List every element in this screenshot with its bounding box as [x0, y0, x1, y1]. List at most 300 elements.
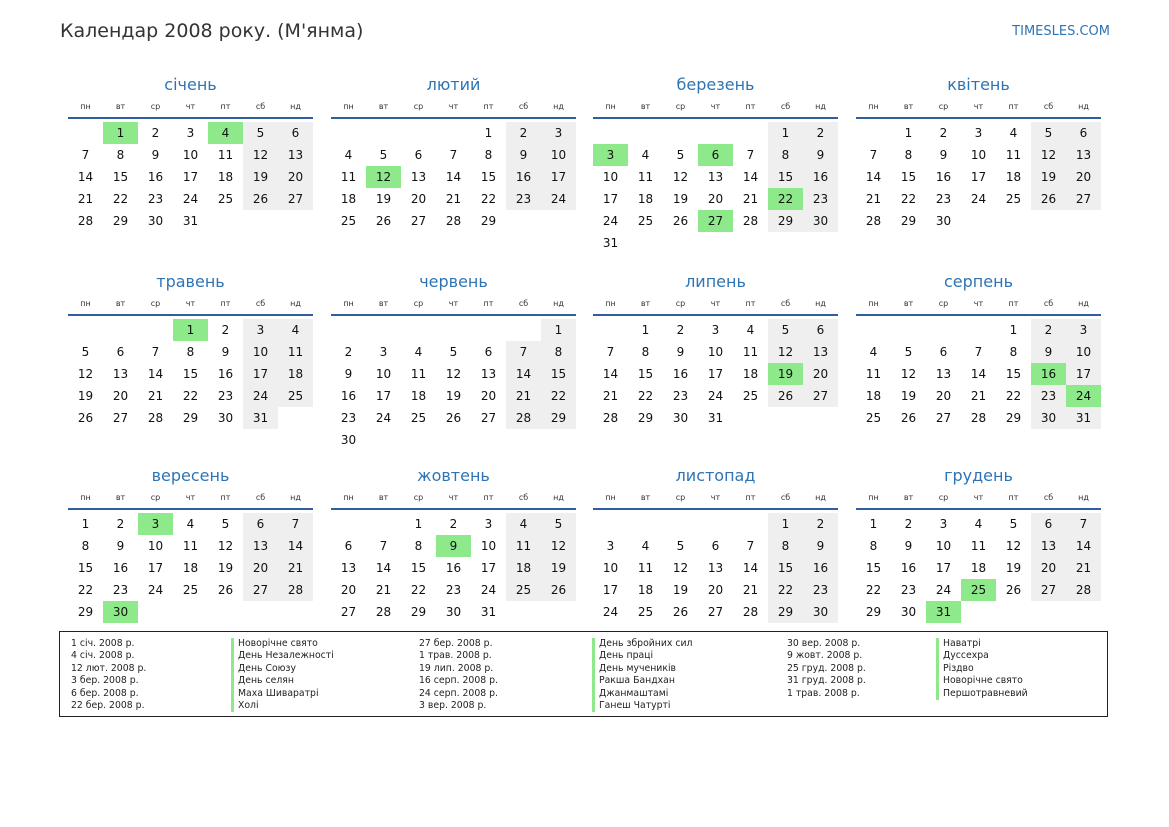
day-cell[interactable]: 8: [768, 144, 803, 166]
day-cell[interactable]: 23: [112, 583, 129, 597]
day-cell[interactable]: 29: [768, 601, 803, 623]
holiday-day-cell[interactable]: 4: [208, 122, 243, 144]
day-cell[interactable]: 23: [506, 188, 541, 210]
day-cell[interactable]: 17: [480, 561, 497, 575]
day-cell[interactable]: 1: [869, 517, 878, 531]
day-cell[interactable]: 8: [484, 148, 493, 162]
day-cell[interactable]: 11: [1005, 148, 1022, 162]
day-cell[interactable]: 24: [375, 411, 392, 425]
day-cell[interactable]: 10: [970, 148, 987, 162]
day-cell[interactable]: 21: [865, 192, 882, 206]
day-cell[interactable]: 17: [147, 561, 164, 575]
day-cell[interactable]: 15: [768, 557, 803, 579]
day-cell[interactable]: 29: [1005, 411, 1022, 425]
day-cell[interactable]: 25: [217, 192, 234, 206]
day-cell[interactable]: 4: [344, 148, 353, 162]
day-cell[interactable]: 28: [77, 214, 94, 228]
day-cell[interactable]: 12: [768, 341, 803, 363]
day-cell[interactable]: 19: [1031, 166, 1066, 188]
day-cell[interactable]: 15: [900, 170, 917, 184]
day-cell[interactable]: 29: [637, 411, 654, 425]
day-cell[interactable]: 18: [217, 170, 234, 184]
day-cell[interactable]: 16: [217, 367, 234, 381]
day-cell[interactable]: 20: [112, 389, 129, 403]
day-cell[interactable]: 18: [742, 367, 759, 381]
day-cell[interactable]: 10: [935, 539, 952, 553]
holiday-day-cell[interactable]: 6: [698, 144, 733, 166]
day-cell[interactable]: 19: [900, 389, 917, 403]
day-cell[interactable]: 5: [81, 345, 90, 359]
day-cell[interactable]: 11: [278, 341, 313, 363]
day-cell[interactable]: 25: [1005, 192, 1022, 206]
day-cell[interactable]: 6: [243, 513, 278, 535]
day-cell[interactable]: 13: [803, 341, 838, 363]
day-cell[interactable]: 16: [803, 166, 838, 188]
day-cell[interactable]: 22: [480, 192, 497, 206]
day-cell[interactable]: 11: [742, 345, 759, 359]
day-cell[interactable]: 25: [637, 214, 654, 228]
day-cell[interactable]: 21: [970, 389, 987, 403]
day-cell[interactable]: 20: [803, 363, 838, 385]
day-cell[interactable]: 9: [221, 345, 230, 359]
day-cell[interactable]: 4: [414, 345, 423, 359]
day-cell[interactable]: 28: [602, 411, 619, 425]
day-cell[interactable]: 17: [182, 170, 199, 184]
day-cell[interactable]: 28: [742, 605, 759, 619]
day-cell[interactable]: 5: [221, 517, 230, 531]
day-cell[interactable]: 11: [637, 561, 654, 575]
day-cell[interactable]: 10: [147, 539, 164, 553]
day-cell[interactable]: 24: [970, 192, 987, 206]
day-cell[interactable]: 13: [243, 535, 278, 557]
day-cell[interactable]: 12: [1031, 144, 1066, 166]
day-cell[interactable]: 5: [243, 122, 278, 144]
day-cell[interactable]: 28: [278, 579, 313, 601]
day-cell[interactable]: 23: [217, 389, 234, 403]
day-cell[interactable]: 9: [803, 535, 838, 557]
day-cell[interactable]: 27: [1066, 188, 1101, 210]
day-cell[interactable]: 23: [803, 188, 838, 210]
day-cell[interactable]: 10: [707, 345, 724, 359]
day-cell[interactable]: 9: [803, 144, 838, 166]
day-cell[interactable]: 24: [935, 583, 952, 597]
day-cell[interactable]: 9: [116, 539, 125, 553]
day-cell[interactable]: 15: [182, 367, 199, 381]
day-cell[interactable]: 27: [707, 605, 724, 619]
day-cell[interactable]: 17: [602, 192, 619, 206]
day-cell[interactable]: 23: [935, 192, 952, 206]
day-cell[interactable]: 7: [449, 148, 458, 162]
day-cell[interactable]: 14: [278, 535, 313, 557]
day-cell[interactable]: 26: [541, 579, 576, 601]
day-cell[interactable]: 25: [865, 411, 882, 425]
holiday-day-cell[interactable]: 12: [366, 166, 401, 188]
day-cell[interactable]: 30: [672, 411, 689, 425]
site-link[interactable]: TIMESLES.COM: [1012, 24, 1110, 39]
day-cell[interactable]: 17: [1066, 363, 1101, 385]
day-cell[interactable]: 25: [182, 583, 199, 597]
day-cell[interactable]: 21: [278, 557, 313, 579]
day-cell[interactable]: 24: [602, 605, 619, 619]
day-cell[interactable]: 18: [637, 192, 654, 206]
day-cell[interactable]: 6: [344, 539, 353, 553]
holiday-day-cell[interactable]: 3: [138, 513, 173, 535]
day-cell[interactable]: 28: [970, 411, 987, 425]
day-cell[interactable]: 10: [375, 367, 392, 381]
day-cell[interactable]: 8: [81, 539, 90, 553]
day-cell[interactable]: 19: [672, 583, 689, 597]
day-cell[interactable]: 8: [869, 539, 878, 553]
day-cell[interactable]: 11: [340, 170, 357, 184]
day-cell[interactable]: 14: [506, 363, 541, 385]
holiday-day-cell[interactable]: 30: [103, 601, 138, 623]
holiday-day-cell[interactable]: 31: [926, 601, 961, 623]
day-cell[interactable]: 25: [340, 214, 357, 228]
day-cell[interactable]: 18: [182, 561, 199, 575]
day-cell[interactable]: 26: [217, 583, 234, 597]
day-cell[interactable]: 29: [410, 605, 427, 619]
day-cell[interactable]: 7: [869, 148, 878, 162]
day-cell[interactable]: 25: [278, 385, 313, 407]
day-cell[interactable]: 15: [112, 170, 129, 184]
day-cell[interactable]: 14: [375, 561, 392, 575]
day-cell[interactable]: 15: [1005, 367, 1022, 381]
day-cell[interactable]: 22: [77, 583, 94, 597]
day-cell[interactable]: 3: [974, 126, 983, 140]
day-cell[interactable]: 18: [340, 192, 357, 206]
day-cell[interactable]: 5: [676, 148, 685, 162]
day-cell[interactable]: 12: [672, 170, 689, 184]
day-cell[interactable]: 13: [707, 561, 724, 575]
day-cell[interactable]: 20: [707, 583, 724, 597]
day-cell[interactable]: 18: [410, 389, 427, 403]
day-cell[interactable]: 13: [935, 367, 952, 381]
day-cell[interactable]: 30: [445, 605, 462, 619]
day-cell[interactable]: 12: [672, 561, 689, 575]
day-cell[interactable]: 22: [900, 192, 917, 206]
day-cell[interactable]: 3: [243, 319, 278, 341]
day-cell[interactable]: 30: [217, 411, 234, 425]
day-cell[interactable]: 13: [410, 170, 427, 184]
day-cell[interactable]: 9: [151, 148, 160, 162]
day-cell[interactable]: 19: [77, 389, 94, 403]
day-cell[interactable]: 23: [803, 579, 838, 601]
holiday-day-cell[interactable]: 24: [1066, 385, 1101, 407]
day-cell[interactable]: 8: [186, 345, 195, 359]
day-cell[interactable]: 28: [865, 214, 882, 228]
day-cell[interactable]: 13: [707, 170, 724, 184]
day-cell[interactable]: 18: [970, 561, 987, 575]
holiday-day-cell[interactable]: 9: [436, 535, 471, 557]
day-cell[interactable]: 17: [970, 170, 987, 184]
day-cell[interactable]: 12: [243, 144, 278, 166]
day-cell[interactable]: 6: [278, 122, 313, 144]
day-cell[interactable]: 4: [641, 539, 650, 553]
day-cell[interactable]: 5: [379, 148, 388, 162]
day-cell[interactable]: 25: [742, 389, 759, 403]
day-cell[interactable]: 24: [480, 583, 497, 597]
day-cell[interactable]: 9: [344, 367, 353, 381]
day-cell[interactable]: 26: [1005, 583, 1022, 597]
day-cell[interactable]: 31: [182, 214, 199, 228]
day-cell[interactable]: 7: [746, 539, 755, 553]
day-cell[interactable]: 7: [278, 513, 313, 535]
day-cell[interactable]: 16: [803, 557, 838, 579]
holiday-day-cell[interactable]: 1: [103, 122, 138, 144]
day-cell[interactable]: 2: [904, 517, 913, 531]
day-cell[interactable]: 22: [112, 192, 129, 206]
day-cell[interactable]: 18: [506, 557, 541, 579]
day-cell[interactable]: 6: [803, 319, 838, 341]
day-cell[interactable]: 1: [1009, 323, 1018, 337]
day-cell[interactable]: 14: [970, 367, 987, 381]
day-cell[interactable]: 5: [541, 513, 576, 535]
day-cell[interactable]: 2: [676, 323, 685, 337]
day-cell[interactable]: 7: [379, 539, 388, 553]
day-cell[interactable]: 17: [935, 561, 952, 575]
day-cell[interactable]: 22: [410, 583, 427, 597]
day-cell[interactable]: 20: [243, 557, 278, 579]
day-cell[interactable]: 26: [445, 411, 462, 425]
day-cell[interactable]: 31: [1066, 407, 1101, 429]
day-cell[interactable]: 26: [768, 385, 803, 407]
day-cell[interactable]: 29: [77, 605, 94, 619]
day-cell[interactable]: 20: [278, 166, 313, 188]
day-cell[interactable]: 6: [1031, 513, 1066, 535]
day-cell[interactable]: 16: [340, 389, 357, 403]
day-cell[interactable]: 18: [637, 583, 654, 597]
day-cell[interactable]: 10: [480, 539, 497, 553]
day-cell[interactable]: 1: [904, 126, 913, 140]
day-cell[interactable]: 16: [445, 561, 462, 575]
day-cell[interactable]: 14: [742, 170, 759, 184]
holiday-day-cell[interactable]: 3: [593, 144, 628, 166]
day-cell[interactable]: 10: [602, 561, 619, 575]
day-cell[interactable]: 29: [768, 210, 803, 232]
day-cell[interactable]: 7: [506, 341, 541, 363]
day-cell[interactable]: 8: [116, 148, 125, 162]
day-cell[interactable]: 20: [340, 583, 357, 597]
day-cell[interactable]: 17: [707, 367, 724, 381]
day-cell[interactable]: 16: [672, 367, 689, 381]
day-cell[interactable]: 14: [1066, 535, 1101, 557]
day-cell[interactable]: 12: [445, 367, 462, 381]
day-cell[interactable]: 18: [865, 389, 882, 403]
day-cell[interactable]: 31: [480, 605, 497, 619]
day-cell[interactable]: 26: [900, 411, 917, 425]
day-cell[interactable]: 17: [243, 363, 278, 385]
day-cell[interactable]: 27: [340, 605, 357, 619]
day-cell[interactable]: 12: [1005, 539, 1022, 553]
day-cell[interactable]: 6: [1066, 122, 1101, 144]
day-cell[interactable]: 1: [541, 319, 576, 341]
day-cell[interactable]: 4: [641, 148, 650, 162]
day-cell[interactable]: 4: [869, 345, 878, 359]
day-cell[interactable]: 12: [900, 367, 917, 381]
day-cell[interactable]: 28: [742, 214, 759, 228]
day-cell[interactable]: 15: [768, 166, 803, 188]
day-cell[interactable]: 2: [803, 513, 838, 535]
day-cell[interactable]: 13: [278, 144, 313, 166]
day-cell[interactable]: 30: [900, 605, 917, 619]
day-cell[interactable]: 21: [742, 192, 759, 206]
day-cell[interactable]: 8: [541, 341, 576, 363]
day-cell[interactable]: 3: [939, 517, 948, 531]
day-cell[interactable]: 26: [672, 214, 689, 228]
day-cell[interactable]: 22: [865, 583, 882, 597]
day-cell[interactable]: 16: [900, 561, 917, 575]
day-cell[interactable]: 10: [182, 148, 199, 162]
day-cell[interactable]: 6: [939, 345, 948, 359]
day-cell[interactable]: 4: [1009, 126, 1018, 140]
day-cell[interactable]: 28: [375, 605, 392, 619]
day-cell[interactable]: 24: [182, 192, 199, 206]
day-cell[interactable]: 3: [186, 126, 195, 140]
day-cell[interactable]: 22: [182, 389, 199, 403]
day-cell[interactable]: 12: [217, 539, 234, 553]
day-cell[interactable]: 7: [974, 345, 983, 359]
day-cell[interactable]: 14: [445, 170, 462, 184]
day-cell[interactable]: 26: [672, 605, 689, 619]
day-cell[interactable]: 26: [1031, 188, 1066, 210]
day-cell[interactable]: 27: [278, 188, 313, 210]
day-cell[interactable]: 8: [1009, 345, 1018, 359]
day-cell[interactable]: 29: [182, 411, 199, 425]
day-cell[interactable]: 24: [707, 389, 724, 403]
day-cell[interactable]: 3: [484, 517, 493, 531]
day-cell[interactable]: 14: [742, 561, 759, 575]
day-cell[interactable]: 4: [186, 517, 195, 531]
day-cell[interactable]: 13: [340, 561, 357, 575]
day-cell[interactable]: 13: [1066, 144, 1101, 166]
day-cell[interactable]: 29: [112, 214, 129, 228]
day-cell[interactable]: 31: [243, 407, 278, 429]
day-cell[interactable]: 7: [151, 345, 160, 359]
day-cell[interactable]: 6: [116, 345, 125, 359]
day-cell[interactable]: 30: [340, 433, 357, 447]
day-cell[interactable]: 3: [606, 539, 615, 553]
day-cell[interactable]: 30: [803, 601, 838, 623]
day-cell[interactable]: 31: [707, 411, 724, 425]
day-cell[interactable]: 10: [541, 144, 576, 166]
day-cell[interactable]: 27: [480, 411, 497, 425]
day-cell[interactable]: 15: [865, 561, 882, 575]
day-cell[interactable]: 24: [147, 583, 164, 597]
day-cell[interactable]: 29: [541, 407, 576, 429]
day-cell[interactable]: 2: [116, 517, 125, 531]
day-cell[interactable]: 20: [410, 192, 427, 206]
day-cell[interactable]: 11: [217, 148, 234, 162]
day-cell[interactable]: 28: [506, 407, 541, 429]
holiday-day-cell[interactable]: 27: [698, 210, 733, 232]
day-cell[interactable]: 19: [1005, 561, 1022, 575]
day-cell[interactable]: 26: [375, 214, 392, 228]
day-cell[interactable]: 10: [1066, 341, 1101, 363]
day-cell[interactable]: 7: [81, 148, 90, 162]
day-cell[interactable]: 5: [449, 345, 458, 359]
day-cell[interactable]: 2: [449, 517, 458, 531]
day-cell[interactable]: 6: [711, 539, 720, 553]
day-cell[interactable]: 23: [147, 192, 164, 206]
day-cell[interactable]: 6: [484, 345, 493, 359]
day-cell[interactable]: 4: [278, 319, 313, 341]
day-cell[interactable]: 2: [803, 122, 838, 144]
day-cell[interactable]: 2: [221, 323, 230, 337]
day-cell[interactable]: 7: [746, 148, 755, 162]
day-cell[interactable]: 10: [243, 341, 278, 363]
day-cell[interactable]: 3: [711, 323, 720, 337]
day-cell[interactable]: 5: [1031, 122, 1066, 144]
day-cell[interactable]: 25: [506, 579, 541, 601]
day-cell[interactable]: 2: [344, 345, 353, 359]
holiday-day-cell[interactable]: 22: [768, 188, 803, 210]
day-cell[interactable]: 27: [1031, 579, 1066, 601]
day-cell[interactable]: 9: [676, 345, 685, 359]
day-cell[interactable]: 21: [445, 192, 462, 206]
day-cell[interactable]: 19: [243, 166, 278, 188]
day-cell[interactable]: 5: [768, 319, 803, 341]
day-cell[interactable]: 11: [182, 539, 199, 553]
day-cell[interactable]: 27: [243, 579, 278, 601]
day-cell[interactable]: 7: [1066, 513, 1101, 535]
day-cell[interactable]: 22: [1005, 389, 1022, 403]
day-cell[interactable]: 9: [1031, 341, 1066, 363]
day-cell[interactable]: 30: [1031, 407, 1066, 429]
day-cell[interactable]: 15: [541, 363, 576, 385]
day-cell[interactable]: 19: [541, 557, 576, 579]
day-cell[interactable]: 21: [147, 389, 164, 403]
day-cell[interactable]: 11: [865, 367, 882, 381]
day-cell[interactable]: 11: [637, 170, 654, 184]
day-cell[interactable]: 17: [602, 583, 619, 597]
day-cell[interactable]: 12: [77, 367, 94, 381]
day-cell[interactable]: 1: [484, 126, 493, 140]
day-cell[interactable]: 29: [480, 214, 497, 228]
day-cell[interactable]: 30: [935, 214, 952, 228]
day-cell[interactable]: 15: [637, 367, 654, 381]
day-cell[interactable]: 9: [904, 539, 913, 553]
day-cell[interactable]: 20: [707, 192, 724, 206]
day-cell[interactable]: 8: [768, 535, 803, 557]
day-cell[interactable]: 22: [768, 579, 803, 601]
day-cell[interactable]: 15: [77, 561, 94, 575]
day-cell[interactable]: 11: [506, 535, 541, 557]
day-cell[interactable]: 2: [939, 126, 948, 140]
day-cell[interactable]: 30: [147, 214, 164, 228]
day-cell[interactable]: 9: [939, 148, 948, 162]
day-cell[interactable]: 16: [506, 166, 541, 188]
day-cell[interactable]: 22: [541, 385, 576, 407]
day-cell[interactable]: 25: [410, 411, 427, 425]
day-cell[interactable]: 27: [935, 411, 952, 425]
day-cell[interactable]: 20: [1031, 557, 1066, 579]
day-cell[interactable]: 3: [541, 122, 576, 144]
day-cell[interactable]: 27: [410, 214, 427, 228]
holiday-day-cell[interactable]: 1: [173, 319, 208, 341]
day-cell[interactable]: 13: [1031, 535, 1066, 557]
day-cell[interactable]: 10: [602, 170, 619, 184]
day-cell[interactable]: 24: [243, 385, 278, 407]
day-cell[interactable]: 26: [77, 411, 94, 425]
day-cell[interactable]: 19: [217, 561, 234, 575]
day-cell[interactable]: 6: [414, 148, 423, 162]
day-cell[interactable]: 3: [1066, 319, 1101, 341]
day-cell[interactable]: 2: [151, 126, 160, 140]
day-cell[interactable]: 26: [243, 188, 278, 210]
day-cell[interactable]: 15: [480, 170, 497, 184]
day-cell[interactable]: 16: [147, 170, 164, 184]
day-cell[interactable]: 8: [904, 148, 913, 162]
